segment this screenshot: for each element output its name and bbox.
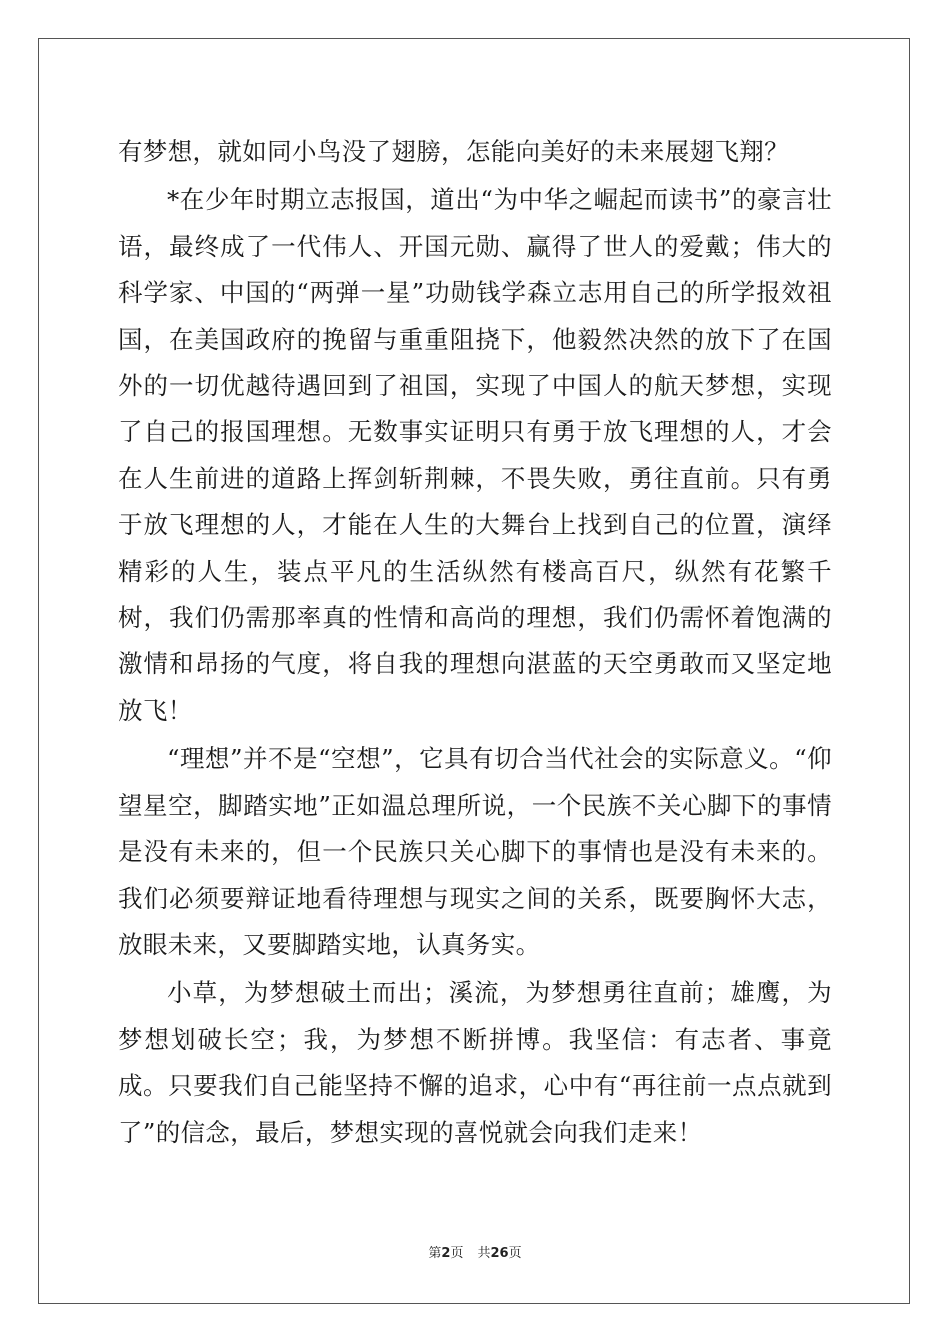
page-footer [0, 1245, 950, 1263]
page-suffix: 页 [450, 1246, 464, 1261]
total-pages: 26 [490, 1246, 509, 1261]
total-suffix: 页 [508, 1246, 522, 1261]
document-body [118, 129, 832, 1156]
paragraph-2: *在少年时期立志报国，道出“为中华之崛起而读书”的豪言壮语，最终成了一代伟人、开国元勋、赢得了世人的爱戴；伟大的科学家、中国的“两弹一星”功勋钱学森立志用自己的所学报效祖国，在美国政府的挽留与重重阻挠下，他毅然决然的放下了在国外的一切优越待遇回到了祖国，实现了中国人的航天梦想，实现了自己的报国理想。无数事实证明只有勇于放飞理想的人，才会在人生前进的道路上挥剑斩荆棘，不畏失败，勇往直前。只有勇于放飞理想的人，才能在人生的大舞台上找到自己的位置，演绎精彩的人生，装点平凡的生活纵然有楼高百尺，纵然有花繁千树，我们仍需那率真的性情和高尚的理想，我们仍需怀着饱满的激情和昂扬的气度，将自我的理想向湛蓝的天空勇敢而又坚定地放飞！ [118, 185, 832, 725]
page-number: 2 [441, 1246, 451, 1261]
paragraph-3: “理想”并不是“空想”，它具有切合当代社会的实际意义。“仰望星空，脚踏实地”正如温总理所说，一个民族不关心脚下的事情是没有未来的，但一个民族只关心脚下的事情也是没有未来的。我们必须要辩证地看待理想与现实之间的关系，既要胸怀大志，放眼未来，又要脚踏实地，认真务实。 [118, 744, 832, 959]
paragraph-1: 有梦想，就如同小鸟没了翅膀，怎能向美好的未来展翅飞翔？ [118, 137, 789, 166]
total-prefix: 共 [477, 1246, 491, 1261]
page-prefix: 第 [428, 1246, 442, 1261]
paragraph-4: 小草，为梦想破土而出；溪流，为梦想勇往直前；雄鹰，为梦想划破长空；我，为梦想不断拼博。我坚信：有志者、事竟成。只要我们自己能坚持不懈的追求，心中有“再往前一点点就到了”的信念，最后，梦想实现的喜悦就会向我们走来！ [118, 978, 832, 1147]
